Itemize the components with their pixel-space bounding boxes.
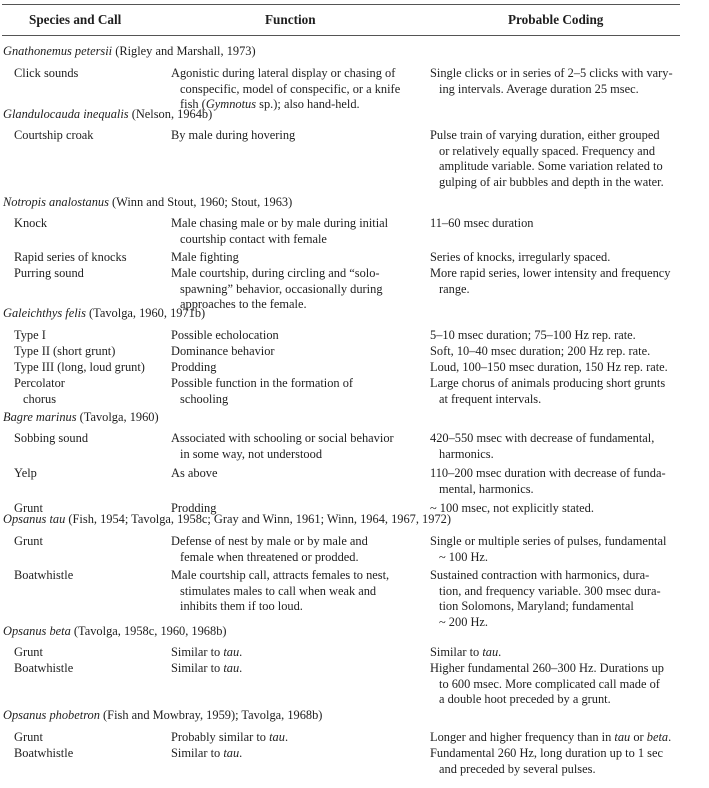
- call-cell: [14, 360, 164, 376]
- cell-line: fish (Gymnotus sp.); also hand-held.: [180, 97, 360, 112]
- cell-line: More rapid series, lower intensity and frequency: [430, 266, 671, 280]
- cell-line: Boatwhistle: [14, 746, 74, 760]
- coding-cell: [430, 661, 690, 708]
- coding-cell: [430, 534, 690, 565]
- function-cell: [171, 466, 426, 482]
- cell-line: Male courtship, during circling and “solo-: [171, 266, 380, 280]
- cell-line: chorus: [23, 391, 57, 406]
- cell-line: Yelp: [14, 466, 37, 480]
- cell-line: ~ 100 Hz.: [439, 549, 489, 564]
- species-citation: (Nelson, 1964b): [128, 107, 213, 121]
- header-rule: [2, 35, 680, 36]
- call-cell: [14, 376, 164, 407]
- cell-line: tion Solomons, Maryland; fundamental: [439, 599, 634, 614]
- call-cell: [14, 534, 164, 550]
- call-cell: [14, 730, 164, 746]
- cell-line: Type II (short grunt): [14, 344, 116, 358]
- species-name: Opsanus tau: [3, 512, 66, 526]
- cell-line: to 600 msec. More complicated call made of: [439, 676, 660, 691]
- cell-line: in some way, not understood: [180, 446, 323, 461]
- function-cell: [171, 216, 426, 247]
- cell-line: ~ 100 msec, not explicitly stated.: [430, 501, 594, 515]
- cell-line: 110–200 msec duration with decrease of funda-: [430, 466, 666, 480]
- function-cell: [171, 376, 426, 407]
- cell-line: Loud, 100–150 msec duration, 150 Hz rep. rate.: [430, 360, 668, 374]
- call-cell: [14, 344, 164, 360]
- cell-line: Probably similar to tau.: [171, 730, 289, 744]
- coding-cell: [430, 328, 690, 344]
- coding-cell: [430, 360, 690, 376]
- call-cell: [14, 431, 164, 447]
- coding-cell: [430, 501, 690, 517]
- cell-line: Higher fundamental 260–300 Hz. Durations up: [430, 661, 664, 675]
- cell-line: Agonistic during lateral display or chasing of: [171, 66, 396, 80]
- cell-line: ~ 200 Hz.: [439, 614, 489, 629]
- cell-line: Grunt: [14, 534, 43, 548]
- function-cell: [171, 66, 426, 113]
- cell-line: schooling: [180, 391, 229, 406]
- species-citation: (Rigley and Marshall, 1973): [112, 44, 256, 58]
- cell-line: Soft, 10–40 msec duration; 200 Hz rep. rate.: [430, 344, 651, 358]
- coding-cell: [430, 431, 690, 462]
- function-cell: [171, 344, 426, 360]
- cell-line: Similar to tau.: [171, 661, 243, 675]
- coding-cell: [430, 568, 690, 630]
- cell-line: and preceded by several pulses.: [439, 761, 596, 776]
- cell-line: Series of knocks, irregularly spaced.: [430, 250, 611, 264]
- cell-line: Fundamental 260 Hz, long duration up to 1 sec: [430, 746, 663, 760]
- function-cell: [171, 534, 426, 565]
- function-cell: [171, 431, 426, 462]
- column-header-function: Function: [265, 12, 316, 27]
- coding-cell: [430, 344, 690, 360]
- call-cell: [14, 661, 164, 677]
- cell-line: courtship contact with female: [180, 231, 327, 246]
- cell-line: Purring sound: [14, 266, 84, 280]
- cell-line: Longer and higher frequency than in tau or beta.: [430, 730, 672, 744]
- function-cell: [171, 328, 426, 344]
- coding-cell: [430, 266, 690, 297]
- call-cell: [14, 746, 164, 762]
- species-name: Opsanus beta: [3, 624, 71, 638]
- cell-line: Pulse train of varying duration, either grouped: [430, 128, 660, 142]
- cell-line: Male courtship call, attracts females to nest,: [171, 568, 390, 582]
- cell-line: Prodding: [171, 501, 217, 515]
- species-citation: (Tavolga, 1960, 1971b): [85, 306, 206, 320]
- function-cell: [171, 128, 426, 144]
- call-cell: [14, 128, 164, 144]
- cell-line: Similar to tau.: [171, 746, 243, 760]
- coding-cell: [430, 730, 690, 746]
- cell-line: Percolator: [14, 376, 65, 390]
- call-cell: [14, 250, 164, 266]
- call-cell: [14, 645, 164, 661]
- species-name: Gnathonemus petersii: [3, 44, 113, 58]
- cell-line: 5–10 msec duration; 75–100 Hz rep. rate.: [430, 328, 636, 342]
- call-cell: [14, 266, 164, 282]
- coding-cell: [430, 66, 690, 97]
- cell-line: Dominance behavior: [171, 344, 275, 358]
- cell-line: Large chorus of animals producing short grunts: [430, 376, 666, 390]
- cell-line: Boatwhistle: [14, 661, 74, 675]
- coding-cell: [430, 250, 690, 266]
- species-heading: [3, 624, 227, 640]
- cell-line: Similar to tau.: [171, 645, 243, 659]
- call-cell: [14, 328, 164, 344]
- species-citation: (Fish and Mowbray, 1959); Tavolga, 1968b): [99, 708, 323, 722]
- species-heading: [3, 107, 212, 123]
- cell-line: at frequent intervals.: [439, 391, 542, 406]
- cell-line: Type I: [14, 328, 46, 342]
- function-cell: [171, 266, 426, 313]
- function-cell: [171, 360, 426, 376]
- species-citation: (Winn and Stout, 1960; Stout, 1963): [108, 195, 293, 209]
- coding-cell: [430, 376, 690, 407]
- cell-line: a double hoot preceded by a grunt.: [439, 692, 611, 707]
- cell-line: Courtship croak: [14, 128, 94, 142]
- cell-line: amplitude variable. Some variation related to: [439, 159, 663, 174]
- cell-line: inhibits them if too loud.: [180, 599, 303, 614]
- coding-cell: [430, 746, 690, 777]
- cell-line: tion, and frequency variable. 300 msec dura-: [439, 583, 661, 598]
- cell-line: mental, harmonics.: [439, 481, 534, 496]
- cell-line: Sustained contraction with harmonics, dura-: [430, 568, 650, 582]
- cell-line: Possible function in the formation of: [171, 376, 354, 390]
- coding-cell: [430, 216, 690, 232]
- call-cell: [14, 66, 164, 82]
- species-name: Galeichthys felis: [3, 306, 86, 320]
- species-citation: (Tavolga, 1960): [76, 410, 159, 424]
- species-name: Glandulocauda inequalis: [3, 107, 129, 121]
- cell-line: stimulates males to call when weak and: [180, 583, 377, 598]
- cell-line: Boatwhistle: [14, 568, 74, 582]
- cell-line: Click sounds: [14, 66, 79, 80]
- cell-line: Sobbing sound: [14, 431, 89, 445]
- cell-line: Type III (long, loud grunt): [14, 360, 145, 374]
- cell-line: range.: [439, 281, 470, 296]
- call-cell: [14, 466, 164, 482]
- column-header-species-call: Species and Call: [29, 12, 122, 27]
- cell-line: 11–60 msec duration: [430, 216, 534, 230]
- cell-line: Grunt: [14, 645, 43, 659]
- cell-line: Associated with schooling or social behavior: [171, 431, 394, 445]
- species-citation: (Fish, 1954; Tavolga, 1958c; Gray and Winn, 1961; Winn, 1964, 1967, 1972): [65, 512, 451, 526]
- cell-line: ing intervals. Average duration 25 msec.: [439, 81, 639, 96]
- function-cell: [171, 661, 426, 677]
- cell-line: By male during hovering: [171, 128, 296, 142]
- species-name: Notropis analostanus: [3, 195, 109, 209]
- function-cell: [171, 730, 426, 746]
- cell-line: Knock: [14, 216, 48, 230]
- species-heading: [3, 306, 205, 322]
- coding-cell: [430, 466, 690, 497]
- species-name: Bagre marinus: [3, 410, 77, 424]
- cell-line: Single clicks or in series of 2–5 clicks with vary-: [430, 66, 673, 80]
- column-header-probable-coding: Probable Coding: [508, 12, 604, 27]
- function-cell: [171, 645, 426, 661]
- function-cell: [171, 568, 426, 615]
- cell-line: Similar to tau.: [430, 645, 502, 659]
- cell-line: Rapid series of knocks: [14, 250, 127, 264]
- cell-line: Grunt: [14, 730, 43, 744]
- species-heading: [3, 44, 256, 60]
- cell-line: or relatively equally spaced. Frequency and: [439, 143, 656, 158]
- function-cell: [171, 250, 426, 266]
- cell-line: Male chasing male or by male during initial: [171, 216, 389, 230]
- function-cell: [171, 746, 426, 762]
- cell-line: As above: [171, 466, 218, 480]
- species-heading: [3, 195, 292, 211]
- coding-cell: [430, 128, 690, 190]
- species-heading: [3, 708, 322, 724]
- species-heading: [3, 410, 159, 426]
- coding-cell: [430, 645, 690, 661]
- call-cell: [14, 216, 164, 232]
- cell-line: Possible echolocation: [171, 328, 279, 342]
- cell-line: conspecific, model of conspecific, or a knife: [180, 81, 401, 96]
- cell-line: Male fighting: [171, 250, 239, 264]
- cell-line: Defense of nest by male or by male and: [171, 534, 368, 548]
- cell-line: 420–550 msec with decrease of fundamental,: [430, 431, 655, 445]
- species-citation: (Tavolga, 1958c, 1960, 1968b): [70, 624, 227, 638]
- species-heading: [3, 512, 451, 528]
- cell-line: approaches to the female.: [180, 297, 307, 312]
- species-name: Opsanus phobetron: [3, 708, 100, 722]
- cell-line: spawning” behavior, occasionally during: [180, 281, 383, 296]
- cell-line: harmonics.: [439, 446, 494, 461]
- call-cell: [14, 568, 164, 584]
- cell-line: gulping of air bubbles and depth in the water.: [439, 174, 664, 189]
- cell-line: Grunt: [14, 501, 43, 515]
- cell-line: female when threatened or prodded.: [180, 549, 359, 564]
- cell-line: Prodding: [171, 360, 217, 374]
- cell-line: Single or multiple series of pulses, fundamental: [430, 534, 667, 548]
- top-rule: [2, 4, 680, 5]
